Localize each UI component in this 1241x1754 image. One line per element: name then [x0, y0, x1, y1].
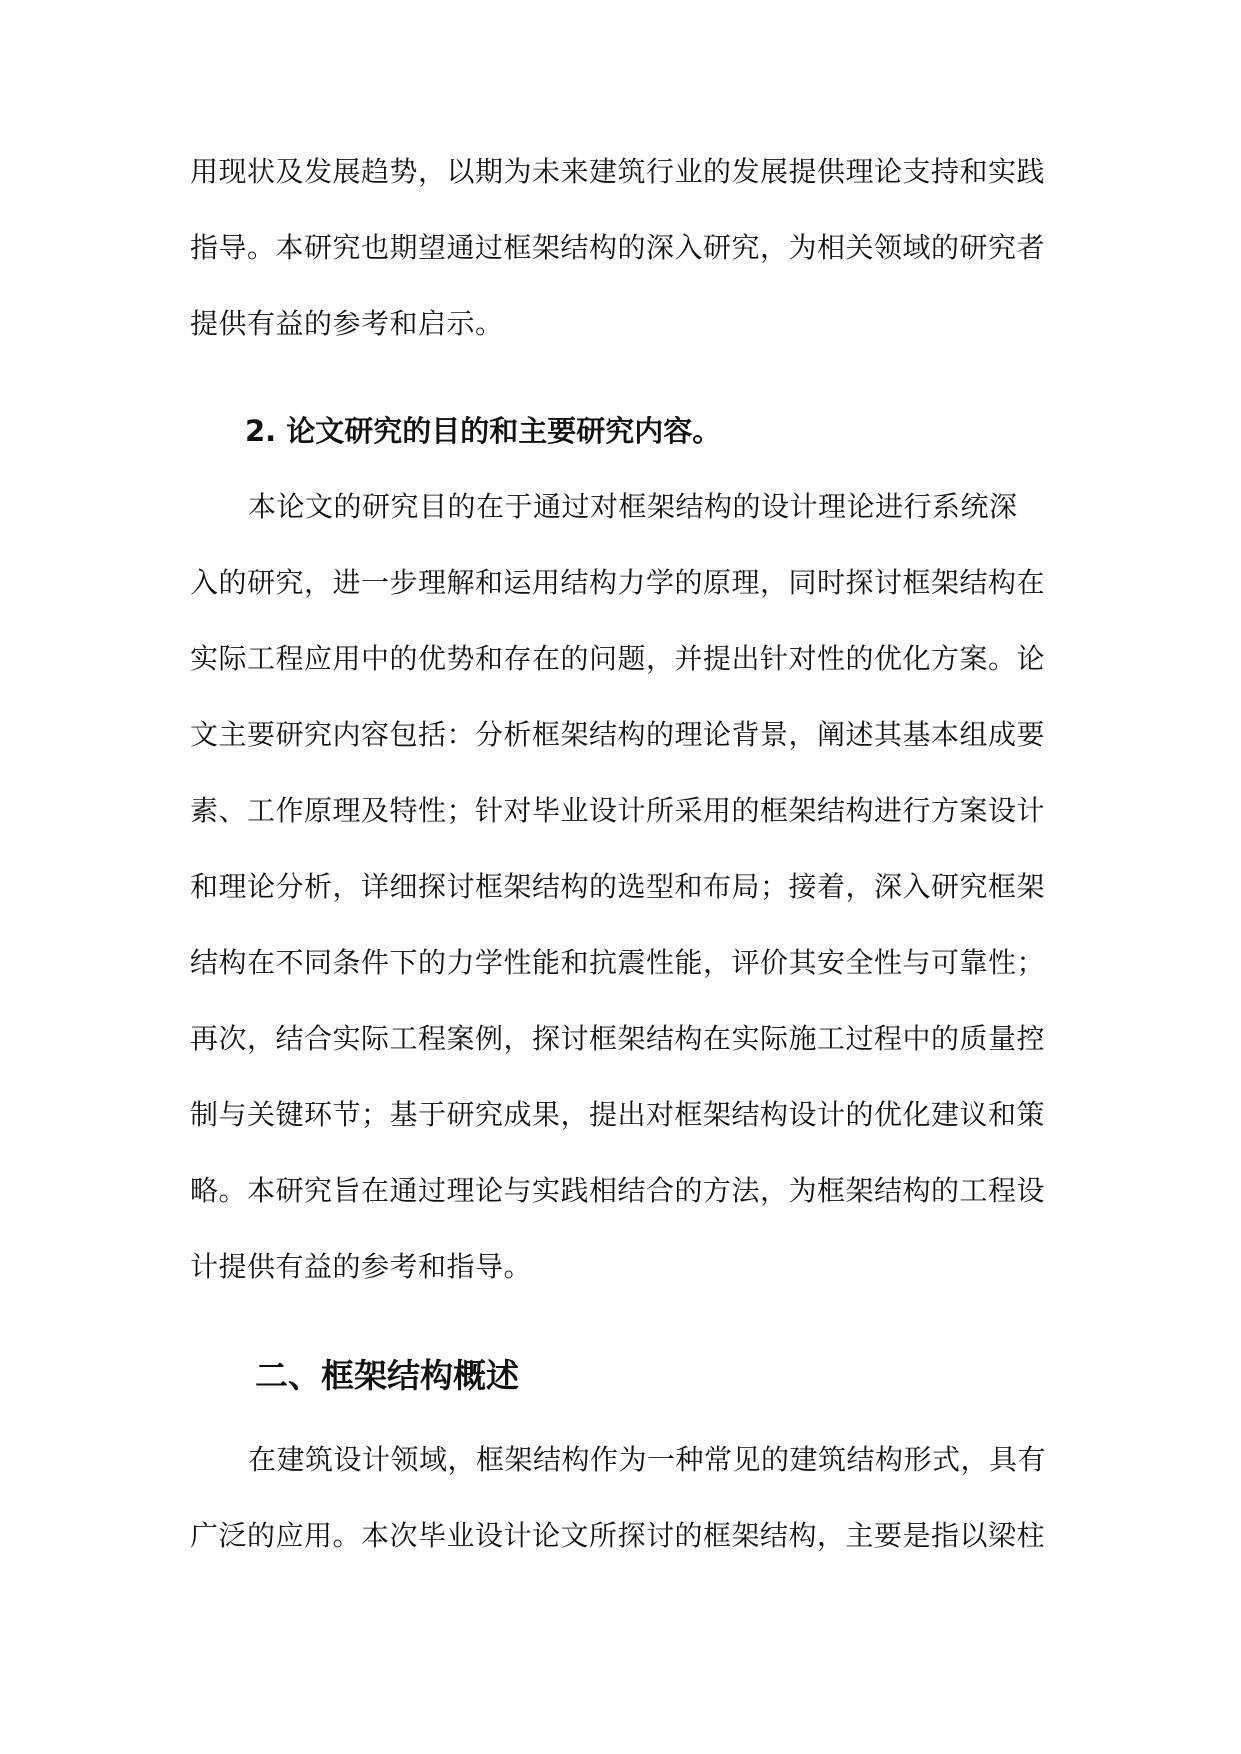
- chapter-heading: 二、框架结构概述: [255, 1356, 519, 1395]
- body-text-line: 实际工程应用中的优势和存在的问题，并提出针对性的优化方案。论: [190, 642, 1046, 675]
- body-text-line: 广泛的应用。本次毕业设计论文所探讨的框架结构，主要是指以梁柱: [190, 1519, 1046, 1552]
- body-text-line: 略。本研究旨在通过理论与实践相结合的方法，为框架结构的工程设: [190, 1174, 1046, 1207]
- body-text-line: 计提供有益的参考和指导。: [190, 1250, 533, 1283]
- body-text-line: 结构在不同条件下的力学性能和抗震性能，评价其安全性与可靠性；: [190, 946, 1046, 979]
- body-text-line: 在建筑设计领域，框架结构作为一种常见的建筑结构形式，具有: [248, 1443, 1047, 1476]
- body-text-line: 指导。本研究也期望通过框架结构的深入研究，为相关领域的研究者: [190, 231, 1046, 264]
- body-text-line: 用现状及发展趋势，以期为未来建筑行业的发展提供理论支持和实践: [190, 155, 1046, 188]
- body-text-line: 文主要研究内容包括：分析框架结构的理论背景，阐述其基本组成要: [190, 718, 1046, 751]
- body-text-line: 入的研究，进一步理解和运用结构力学的原理，同时探讨框架结构在: [190, 566, 1046, 599]
- body-text-line: 素、工作原理及特性；针对毕业设计所采用的框架结构进行方案设计: [190, 794, 1046, 827]
- body-text-line: 提供有益的参考和启示。: [190, 307, 504, 340]
- section-heading: 2. 论文研究的目的和主要研究内容。: [245, 414, 722, 448]
- body-text-line: 本论文的研究目的在于通过对框架结构的设计理论进行系统深: [248, 490, 1018, 523]
- body-text-line: 再次，结合实际工程案例，探讨框架结构在实际施工过程中的质量控: [190, 1022, 1046, 1055]
- body-text-line: 制与关键环节；基于研究成果，提出对框架结构设计的优化建议和策: [190, 1098, 1046, 1131]
- body-text-line: 和理论分析，详细探讨框架结构的选型和布局；接着，深入研究框架: [190, 870, 1046, 903]
